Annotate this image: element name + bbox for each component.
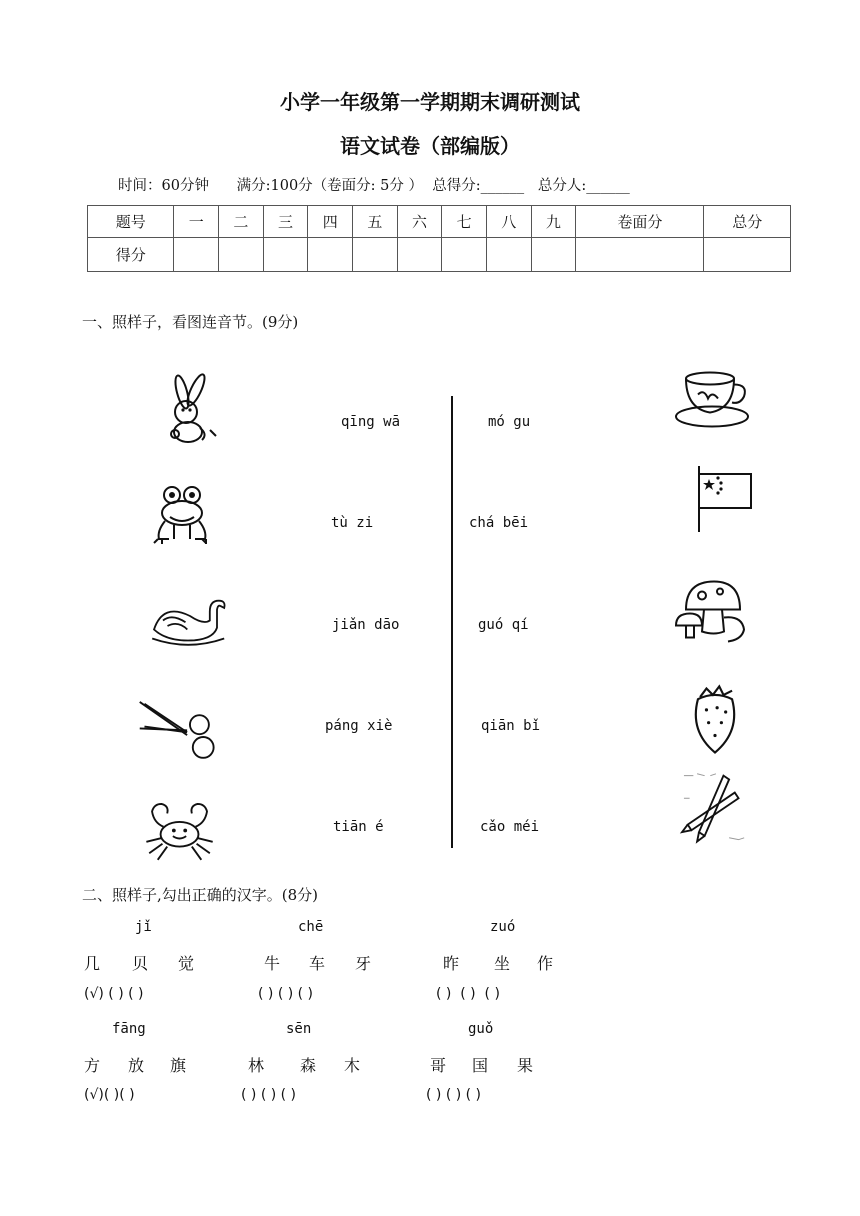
row2-group1-marks[interactable]: (√)( )( ) — [84, 1087, 135, 1103]
row2-char: 哥 — [430, 1056, 447, 1075]
right-pinyin-1: mó gu — [488, 414, 531, 430]
right-pinyin-5: cǎo méi — [480, 819, 540, 835]
score-cell: 六 — [397, 206, 442, 238]
row2-group2-marks[interactable]: ( ) ( ) ( ) — [241, 1087, 297, 1103]
row2-char: 果 — [517, 1056, 534, 1075]
row1-char: 觉 — [178, 954, 195, 973]
pencils-icon — [670, 770, 760, 850]
row2-group3-marks[interactable]: ( ) ( ) ( ) — [426, 1087, 482, 1103]
row2-group3-pinyin: guǒ — [468, 1021, 494, 1037]
row1-group1-pinyin: jǐ — [135, 919, 152, 935]
score-input-cell[interactable] — [704, 238, 791, 272]
score-table-header-row — [88, 206, 791, 238]
row2-char: 森 — [300, 1056, 317, 1075]
left-pinyin-3: jiǎn dāo — [332, 617, 400, 633]
left-pinyin-2: tù zi — [331, 515, 374, 531]
mushroom-icon — [668, 575, 758, 655]
row2-char: 林 — [248, 1056, 265, 1075]
row1-char: 坐 — [494, 954, 511, 973]
row1-char: 昨 — [443, 954, 460, 973]
score-input-cell[interactable] — [576, 238, 704, 272]
left-pinyin-4: páng xiè — [325, 718, 393, 734]
crab-icon — [135, 790, 225, 870]
frog-icon — [140, 475, 230, 555]
score-cell: 总分 — [704, 206, 791, 238]
page-title: 小学一年级第一学期期末调研测试 — [280, 90, 580, 114]
row1-group1-marks[interactable]: (√) ( ) ( ) — [84, 986, 144, 1002]
score-input-cell[interactable] — [353, 238, 398, 272]
right-pinyin-2: chá bēi — [469, 515, 529, 531]
row1-group3-pinyin: zuó — [490, 919, 516, 935]
left-pinyin-5: tiān é — [333, 819, 384, 835]
page-subtitle: 语文试卷（部编版） — [340, 134, 520, 158]
section1-heading: 一、照样子，看图连音节。(9分) — [82, 313, 299, 331]
row2-char: 方 — [84, 1056, 101, 1075]
score-cell: 七 — [442, 206, 487, 238]
teacup-icon — [670, 362, 760, 442]
left-pinyin-1: qīng wā — [341, 414, 401, 430]
row2-char: 放 — [128, 1056, 145, 1075]
row1-char: 车 — [309, 954, 326, 973]
score-cell: 九 — [531, 206, 576, 238]
score-cell: 题号 — [88, 206, 174, 238]
score-row-label: 得分 — [88, 238, 174, 272]
section2-heading: 二、照样子,勾出正确的汉字。(8分) — [82, 886, 319, 904]
row2-char: 木 — [344, 1056, 361, 1075]
right-pinyin-3: guó qí — [478, 617, 529, 633]
score-input-cell[interactable] — [263, 238, 308, 272]
row1-group2-pinyin: chē — [298, 919, 324, 935]
score-cell: 三 — [263, 206, 308, 238]
scissors-icon — [135, 688, 225, 768]
row1-char: 作 — [537, 954, 554, 973]
score-input-cell[interactable] — [442, 238, 487, 272]
row1-group3-marks[interactable]: ( ) ( ) ( ) — [436, 986, 500, 1002]
row2-char: 旗 — [170, 1056, 187, 1075]
flag-icon — [680, 462, 770, 542]
row2-char: 国 — [472, 1056, 489, 1075]
row2-group1-pinyin: fāng — [112, 1021, 146, 1037]
swan-icon — [145, 585, 235, 665]
row1-char: 贝 — [132, 954, 149, 973]
row1-char: 牙 — [355, 954, 372, 973]
right-pinyin-4: qiān bǐ — [481, 718, 541, 734]
row1-char: 牛 — [264, 954, 281, 973]
score-table — [87, 205, 791, 272]
score-input-cell[interactable] — [308, 238, 353, 272]
row1-group2-marks[interactable]: ( ) ( ) ( ) — [258, 986, 314, 1002]
row1-char: 几 — [84, 954, 101, 973]
score-table-score-row — [88, 238, 791, 272]
score-cell: 一 — [174, 206, 219, 238]
row2-group2-pinyin: sēn — [286, 1021, 312, 1037]
rabbit-icon — [140, 370, 230, 450]
score-input-cell[interactable] — [486, 238, 531, 272]
score-input-cell[interactable] — [219, 238, 264, 272]
divider-line — [451, 396, 453, 848]
score-cell: 卷面分 — [576, 206, 704, 238]
score-input-cell[interactable] — [397, 238, 442, 272]
score-cell: 二 — [219, 206, 264, 238]
score-cell: 八 — [486, 206, 531, 238]
score-cell: 五 — [353, 206, 398, 238]
score-cell: 四 — [308, 206, 353, 238]
score-input-cell[interactable] — [174, 238, 219, 272]
score-input-cell[interactable] — [531, 238, 576, 272]
exam-info-line: 时间：60分钟 满分:100分（卷面分: 5分 ） 总得分:______ 总分人:______ — [118, 178, 630, 194]
strawberry-icon — [670, 680, 760, 760]
